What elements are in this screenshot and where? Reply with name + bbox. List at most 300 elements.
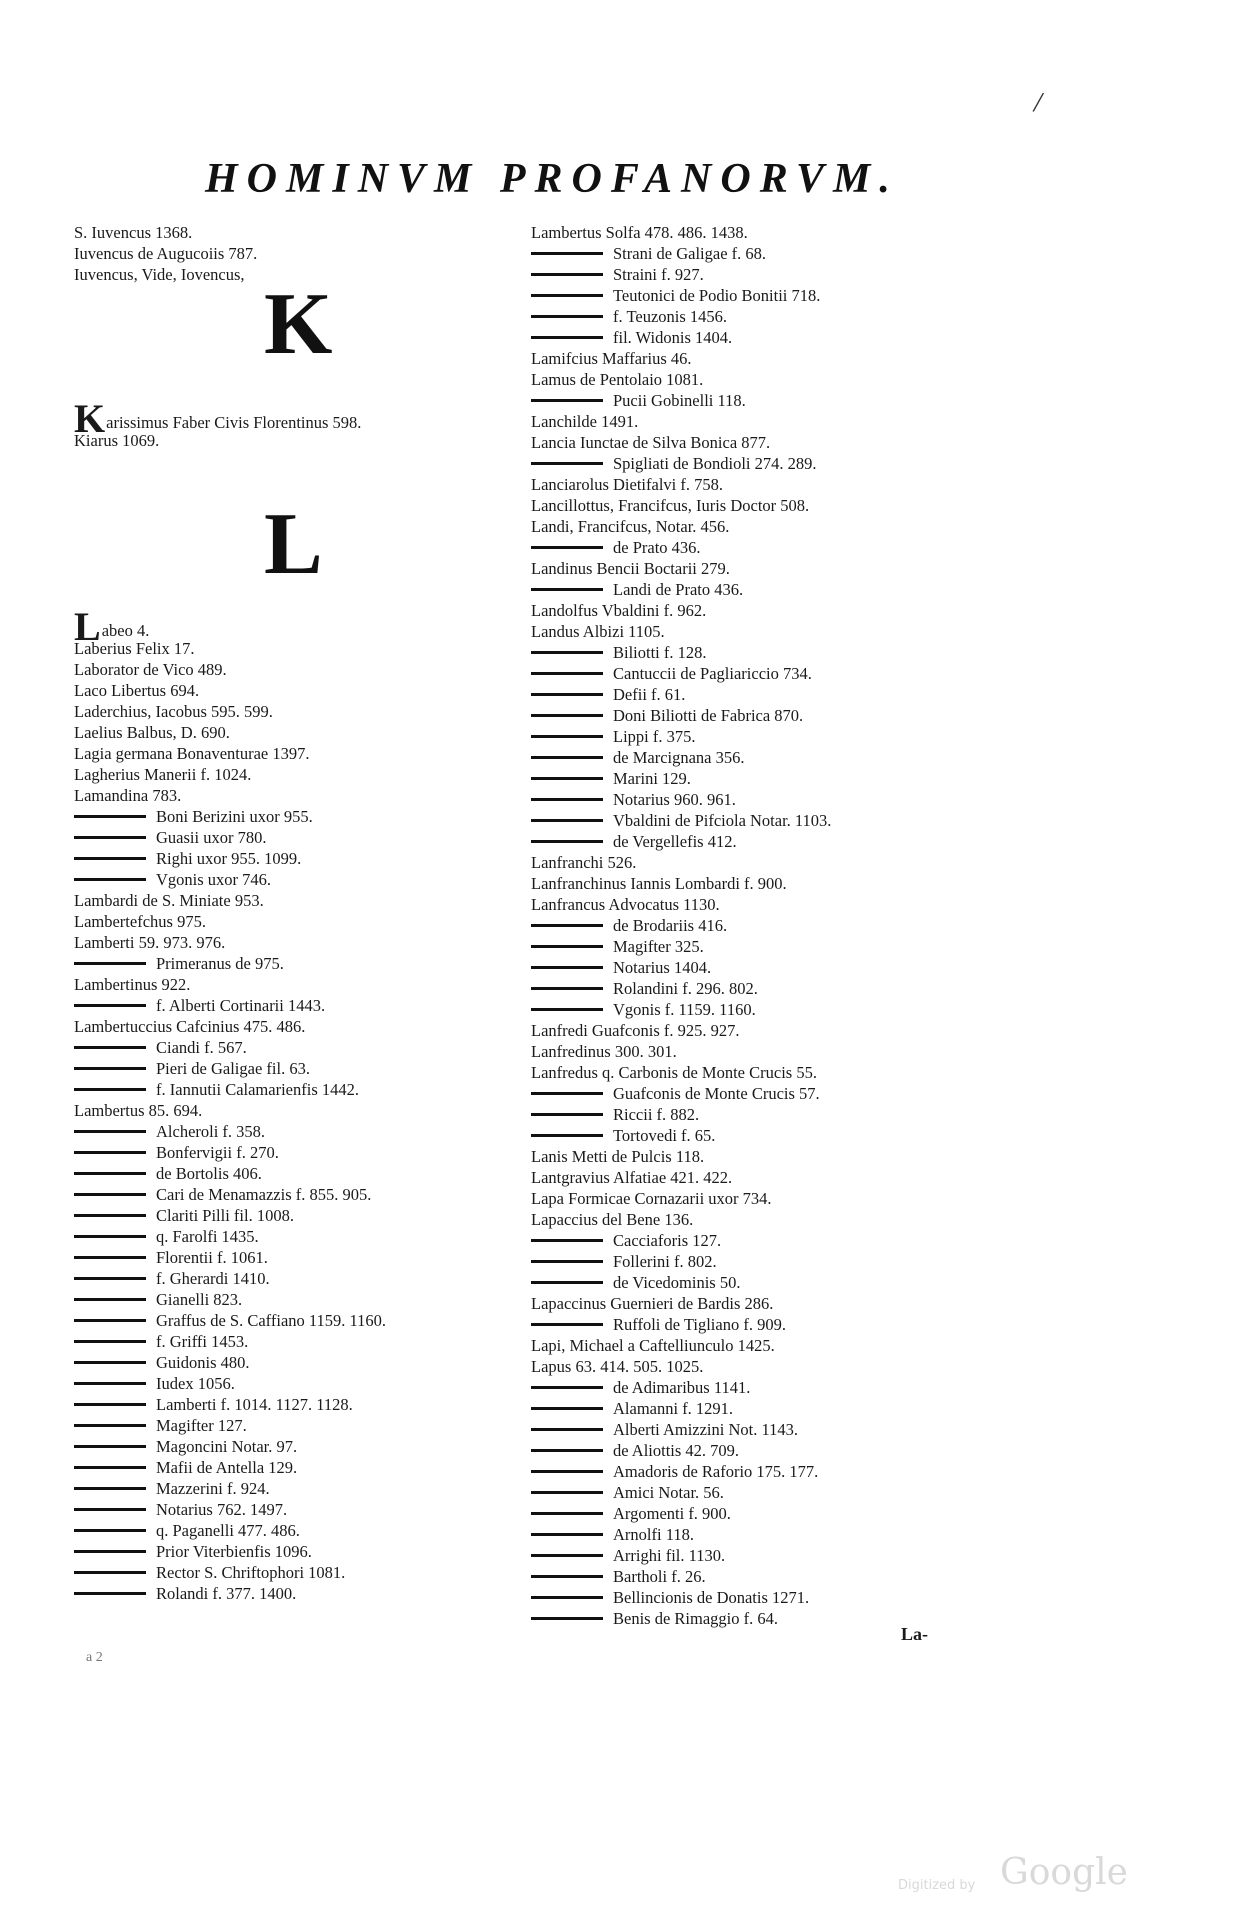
index-entry xyxy=(531,1335,1001,1356)
index-entry xyxy=(74,1163,514,1184)
index-entry xyxy=(531,327,1001,348)
ditto-rule xyxy=(74,1067,146,1070)
entry-text: Laberius Felix 17. xyxy=(74,639,195,658)
ditto-rule xyxy=(74,1382,146,1385)
index-entry xyxy=(531,1524,1001,1545)
entry-text: f. Griffi 1453. xyxy=(156,1332,249,1351)
ditto-rule xyxy=(74,1256,146,1259)
section-letter-k: K xyxy=(264,276,333,373)
index-entry xyxy=(74,659,514,680)
ditto-rule xyxy=(531,777,603,780)
ditto-rule xyxy=(74,1298,146,1301)
index-entry xyxy=(74,1289,514,1310)
index-entry xyxy=(531,978,1001,999)
ditto-rule xyxy=(74,1319,146,1322)
ditto-rule xyxy=(74,1235,146,1238)
entry-text: q. Farolfi 1435. xyxy=(156,1227,259,1246)
index-entry xyxy=(531,1587,1001,1608)
entry-text: Lanfranchi 526. xyxy=(531,853,637,872)
drop-cap: L xyxy=(74,604,101,649)
index-entry xyxy=(531,579,1001,600)
ditto-rule xyxy=(531,1428,603,1431)
index-entry xyxy=(74,1436,514,1457)
entry-text: Lantgravius Alfatiae 421. 422. xyxy=(531,1168,733,1187)
ditto-rule xyxy=(74,878,146,881)
ditto-rule xyxy=(531,273,603,276)
left-column xyxy=(74,222,514,1604)
entry-text: Alberti Amizzini Not. 1143. xyxy=(613,1420,798,1439)
index-entry xyxy=(74,1541,514,1562)
ditto-rule xyxy=(531,1113,603,1116)
entry-text: Landinus Bencii Boctarii 279. xyxy=(531,559,730,578)
entry-text: de Adimaribus 1141. xyxy=(613,1378,751,1397)
entry-text: Guafconis de Monte Crucis 57. xyxy=(613,1084,820,1103)
entry-text: Lambertuccius Cafcinius 475. 486. xyxy=(74,1017,306,1036)
ditto-rule xyxy=(531,714,603,717)
index-entry xyxy=(74,722,514,743)
ditto-rule xyxy=(74,815,146,818)
entry-text: Rolandini f. 296. 802. xyxy=(613,979,758,998)
entry-text: Gianelli 823. xyxy=(156,1290,243,1309)
catchword: La- xyxy=(901,1624,928,1644)
index-entry xyxy=(74,911,514,932)
index-entry xyxy=(531,1356,1001,1377)
ditto-rule xyxy=(74,1466,146,1469)
ditto-rule xyxy=(531,1008,603,1011)
entry-text: Lamus de Pentolaio 1081. xyxy=(531,370,704,389)
index-entry xyxy=(531,1545,1001,1566)
entry-text: Iuvencus de Augucoiis 787. xyxy=(74,244,258,263)
entry-text: Straini f. 927. xyxy=(613,265,704,284)
index-entry xyxy=(531,621,1001,642)
index-entry xyxy=(531,1377,1001,1398)
entry-text: Landus Albizi 1105. xyxy=(531,622,665,641)
entry-text: Graffus de S. Caffiano 1159. 1160. xyxy=(156,1311,387,1330)
ditto-rule xyxy=(531,588,603,591)
entry-text: f. Iannutii Calamarienfis 1442. xyxy=(156,1080,359,1099)
index-entry xyxy=(531,705,1001,726)
entry-text: Lamberti 59. 973. 976. xyxy=(74,933,226,952)
ditto-rule xyxy=(531,546,603,549)
index-entry xyxy=(531,810,1001,831)
entry-text: Notarius 762. 1497. xyxy=(156,1500,288,1519)
corner-mark: / xyxy=(1031,85,1046,120)
entry-text: Marini 129. xyxy=(613,769,691,788)
signature-mark: a 2 xyxy=(86,1650,103,1665)
entry-text: Biliotti f. 128. xyxy=(613,643,707,662)
index-entry xyxy=(531,768,1001,789)
entry-text: Laderchius, Iacobus 595. 599. xyxy=(74,702,273,721)
entry-text: Follerini f. 802. xyxy=(613,1252,717,1271)
ditto-rule xyxy=(531,966,603,969)
index-entry xyxy=(531,894,1001,915)
entry-text: de Prato 436. xyxy=(613,538,701,557)
entry-text: Lambertefchus 975. xyxy=(74,912,206,931)
index-entry xyxy=(74,1100,514,1121)
page-header: HOMINVM PROFANORVM. xyxy=(205,156,899,202)
ditto-rule xyxy=(531,840,603,843)
ditto-rule xyxy=(531,1554,603,1557)
entry-text: Lapa Formicae Cornazarii uxor 734. xyxy=(531,1189,772,1208)
index-entry xyxy=(531,1146,1001,1167)
index-entry xyxy=(74,1121,514,1142)
index-entry xyxy=(531,306,1001,327)
index-entry xyxy=(74,243,514,264)
ditto-rule xyxy=(531,1386,603,1389)
index-entry xyxy=(74,1499,514,1520)
ditto-rule xyxy=(531,1512,603,1515)
index-entry xyxy=(74,995,514,1016)
index-entry xyxy=(531,264,1001,285)
entry-text: Cacciaforis 127. xyxy=(613,1231,722,1250)
index-entry xyxy=(531,1461,1001,1482)
index-entry xyxy=(531,1167,1001,1188)
entry-text: Alamanni f. 1291. xyxy=(613,1399,734,1418)
index-entry xyxy=(531,999,1001,1020)
index-entry xyxy=(531,1293,1001,1314)
entry-text: Amici Notar. 56. xyxy=(613,1483,724,1502)
entry-text: Laelius Balbus, D. 690. xyxy=(74,723,230,742)
entry-text: de Bortolis 406. xyxy=(156,1164,262,1183)
entry-text: de Vergellefis 412. xyxy=(613,832,737,851)
ditto-rule xyxy=(531,987,603,990)
index-entry xyxy=(531,1419,1001,1440)
index-entry xyxy=(531,390,1001,411)
ditto-rule xyxy=(531,1281,603,1284)
index-entry xyxy=(74,785,514,806)
entry-text: Bonfervigii f. 270. xyxy=(156,1143,279,1162)
drop-cap: K xyxy=(74,396,106,441)
index-entry xyxy=(74,953,514,974)
ditto-rule xyxy=(74,962,146,965)
ditto-rule xyxy=(531,819,603,822)
index-entry xyxy=(74,1037,514,1058)
index-entry xyxy=(531,1083,1001,1104)
entry-text: Bellincionis de Donatis 1271. xyxy=(613,1588,810,1607)
index-entry xyxy=(74,1478,514,1499)
entry-text: Lambardi de S. Miniate 953. xyxy=(74,891,264,910)
entry-text: Lanfredi Guafconis f. 925. 927. xyxy=(531,1021,740,1040)
index-entry xyxy=(531,516,1001,537)
ditto-rule xyxy=(74,1529,146,1532)
entry-text: Doni Biliotti de Fabrica 870. xyxy=(613,706,804,725)
entry-text: Mazzerini f. 924. xyxy=(156,1479,270,1498)
ditto-rule xyxy=(74,1172,146,1175)
index-entry xyxy=(531,1314,1001,1335)
ditto-rule xyxy=(531,693,603,696)
entry-text: Guasii uxor 780. xyxy=(156,828,267,847)
entry-text: Alcheroli f. 358. xyxy=(156,1122,266,1141)
entry-text: Landi de Prato 436. xyxy=(613,580,744,599)
index-entry xyxy=(531,411,1001,432)
index-entry xyxy=(531,852,1001,873)
index-entry xyxy=(531,873,1001,894)
index-entry xyxy=(531,642,1001,663)
entry-text: Pucii Gobinelli 118. xyxy=(613,391,746,410)
index-entry xyxy=(531,1188,1001,1209)
k-entries xyxy=(74,396,514,451)
ditto-rule xyxy=(531,1134,603,1137)
entry-text: Lambertus 85. 694. xyxy=(74,1101,203,1120)
entry-text: de Marcignana 356. xyxy=(613,748,745,767)
ditto-rule xyxy=(74,1424,146,1427)
right-column xyxy=(531,222,1001,1629)
entry-text: de Brodariis 416. xyxy=(613,916,728,935)
ditto-rule xyxy=(531,1575,603,1578)
entry-text: Lambertus Solfa 478. 486. 1438. xyxy=(531,223,748,242)
ditto-rule xyxy=(531,294,603,297)
index-entry xyxy=(74,1142,514,1163)
entry-text: Vgonis uxor 746. xyxy=(156,870,272,889)
entry-text: Benis de Rimaggio f. 64. xyxy=(613,1609,778,1628)
index-entry xyxy=(74,1331,514,1352)
entry-text: abeo 4. xyxy=(101,621,150,640)
right-entries xyxy=(531,222,1001,1629)
ditto-rule xyxy=(74,1088,146,1091)
entry-text: Tortovedi f. 65. xyxy=(613,1126,716,1145)
index-entry xyxy=(74,890,514,911)
index-entry xyxy=(74,869,514,890)
ditto-rule xyxy=(74,1340,146,1343)
index-entry xyxy=(74,1268,514,1289)
entry-text: Lanciarolus Dietifalvi f. 758. xyxy=(531,475,723,494)
ditto-rule xyxy=(74,857,146,860)
index-entry xyxy=(74,1310,514,1331)
ditto-rule xyxy=(531,1533,603,1536)
entry-text: Amadoris de Raforio 175. 177. xyxy=(613,1462,819,1481)
index-entry xyxy=(531,684,1001,705)
watermark-digitized: Digitized by xyxy=(898,1878,976,1893)
index-entry xyxy=(74,827,514,848)
ditto-rule xyxy=(531,756,603,759)
entry-text: Lancillottus, Francifcus, Iuris Doctor 508. xyxy=(531,496,810,515)
entry-text: Rolandi f. 377. 1400. xyxy=(156,1584,297,1603)
ditto-rule xyxy=(531,672,603,675)
index-entry xyxy=(531,369,1001,390)
index-entry xyxy=(531,1062,1001,1083)
entry-text: Lamandina 783. xyxy=(74,786,182,805)
entry-text: f. Gherardi 1410. xyxy=(156,1269,270,1288)
entry-text: Arrighi fil. 1130. xyxy=(613,1546,726,1565)
index-entry xyxy=(531,831,1001,852)
index-entry xyxy=(74,430,514,451)
entry-text: Primeranus de 975. xyxy=(156,954,284,973)
entry-text: Lanfrancus Advocatus 1130. xyxy=(531,895,720,914)
index-entry xyxy=(531,1272,1001,1293)
index-entry xyxy=(531,1209,1001,1230)
entry-text: Lanfranchinus Iannis Lombardi f. 900. xyxy=(531,874,787,893)
entry-text: Kiarus 1069. xyxy=(74,431,160,450)
entry-text: Rector S. Chriftophori 1081. xyxy=(156,1563,346,1582)
ditto-rule xyxy=(531,1407,603,1410)
ditto-rule xyxy=(74,1193,146,1196)
entry-text: Lapaccinus Guernieri de Bardis 286. xyxy=(531,1294,774,1313)
index-entry xyxy=(74,1394,514,1415)
entry-text: Pieri de Galigae fil. 63. xyxy=(156,1059,310,1078)
ditto-rule xyxy=(74,1046,146,1049)
index-entry xyxy=(74,1184,514,1205)
index-entry xyxy=(74,743,514,764)
ditto-rule xyxy=(531,336,603,339)
index-entry xyxy=(74,764,514,785)
index-entry xyxy=(74,1079,514,1100)
index-entry xyxy=(531,1440,1001,1461)
ditto-rule xyxy=(531,1449,603,1452)
index-entry xyxy=(531,474,1001,495)
entry-text: de Vicedominis 50. xyxy=(613,1273,741,1292)
l-entries xyxy=(74,604,514,1604)
ditto-rule xyxy=(531,1617,603,1620)
index-entry xyxy=(531,1020,1001,1041)
index-entry xyxy=(531,432,1001,453)
ditto-rule xyxy=(74,1214,146,1217)
entry-text: Iudex 1056. xyxy=(156,1374,235,1393)
entry-text: Iuvencus, Vide, Iovencus, xyxy=(74,265,245,284)
entry-text: Notarius 960. 961. xyxy=(613,790,736,809)
entry-text: Bartholi f. 26. xyxy=(613,1567,706,1586)
entry-text: Clariti Pilli fil. 1008. xyxy=(156,1206,294,1225)
index-entry xyxy=(531,348,1001,369)
index-entry xyxy=(74,701,514,722)
index-entry xyxy=(531,726,1001,747)
index-entry xyxy=(531,1041,1001,1062)
entry-text: Mafii de Antella 129. xyxy=(156,1458,298,1477)
section-letter-l: L xyxy=(264,496,323,593)
index-entry xyxy=(531,1251,1001,1272)
index-entry xyxy=(531,1230,1001,1251)
ditto-rule xyxy=(531,1260,603,1263)
entry-text: Ciandi f. 567. xyxy=(156,1038,247,1057)
index-entry xyxy=(74,1583,514,1604)
index-entry xyxy=(74,1373,514,1394)
entry-text: q. Paganelli 477. 486. xyxy=(156,1521,300,1540)
entry-text: Lagherius Manerii f. 1024. xyxy=(74,765,252,784)
entry-text: Lamberti f. 1014. 1127. 1128. xyxy=(156,1395,353,1414)
entry-text: Ruffoli de Tigliano f. 909. xyxy=(613,1315,786,1334)
ditto-rule xyxy=(74,1571,146,1574)
index-entry xyxy=(74,1520,514,1541)
index-entry xyxy=(531,1482,1001,1503)
entry-text: Lancia Iunctae de Silva Bonica 877. xyxy=(531,433,771,452)
ditto-rule xyxy=(74,1508,146,1511)
ditto-rule xyxy=(531,399,603,402)
ditto-rule xyxy=(531,651,603,654)
index-entry xyxy=(531,1398,1001,1419)
index-entry xyxy=(531,789,1001,810)
entry-text: Boni Berizini uxor 955. xyxy=(156,807,313,826)
entry-text: Lapaccius del Bene 136. xyxy=(531,1210,694,1229)
index-entry xyxy=(74,1016,514,1037)
index-entry xyxy=(531,495,1001,516)
index-entry xyxy=(74,806,514,827)
ditto-rule xyxy=(74,836,146,839)
entry-text: Cari de Menamazzis f. 855. 905. xyxy=(156,1185,372,1204)
ditto-rule xyxy=(74,1403,146,1406)
index-entry xyxy=(74,1415,514,1436)
index-entry xyxy=(531,243,1001,264)
ditto-rule xyxy=(531,945,603,948)
entry-text: Guidonis 480. xyxy=(156,1353,250,1372)
ditto-rule xyxy=(531,1323,603,1326)
entry-text: Magoncini Notar. 97. xyxy=(156,1437,298,1456)
entry-text: Strani de Galigae f. 68. xyxy=(613,244,767,263)
index-entry xyxy=(74,1352,514,1373)
index-entry xyxy=(74,1247,514,1268)
index-entry xyxy=(74,222,514,243)
entry-text: Righi uxor 955. 1099. xyxy=(156,849,302,868)
ditto-rule xyxy=(74,1550,146,1553)
ditto-rule xyxy=(531,924,603,927)
entry-text: Arnolfi 118. xyxy=(613,1525,694,1544)
index-entry xyxy=(74,1226,514,1247)
ditto-rule xyxy=(531,1596,603,1599)
entry-text: Lapi, Michael a Caftelliunculo 1425. xyxy=(531,1336,775,1355)
entry-text: Lapus 63. 414. 505. 1025. xyxy=(531,1357,704,1376)
entry-text: arissimus Faber Civis Florentinus 598. xyxy=(106,413,362,432)
entry-text: Spigliati de Bondioli 274. 289. xyxy=(613,454,817,473)
entry-text: Laco Libertus 694. xyxy=(74,681,200,700)
entry-text: Notarius 1404. xyxy=(613,958,712,977)
ditto-rule xyxy=(531,1092,603,1095)
entry-text: S. Iuvencus 1368. xyxy=(74,223,193,242)
entry-text: Prior Viterbienfis 1096. xyxy=(156,1542,312,1561)
entry-text: Lamifcius Maffarius 46. xyxy=(531,349,692,368)
entry-text: Laborator de Vico 489. xyxy=(74,660,227,679)
ditto-rule xyxy=(531,1239,603,1242)
entry-text: Florentii f. 1061. xyxy=(156,1248,268,1267)
index-entry xyxy=(74,1058,514,1079)
index-entry xyxy=(74,638,514,659)
entry-text: de Aliottis 42. 709. xyxy=(613,1441,740,1460)
entry-text: Lanchilde 1491. xyxy=(531,412,639,431)
index-entry xyxy=(531,747,1001,768)
entry-text: Cantuccii de Pagliariccio 734. xyxy=(613,664,812,683)
ditto-rule xyxy=(74,1592,146,1595)
index-entry xyxy=(74,1457,514,1478)
index-entry xyxy=(74,932,514,953)
index-entry xyxy=(531,1566,1001,1587)
index-entry xyxy=(531,663,1001,684)
index-entry xyxy=(531,558,1001,579)
entry-text: Lippi f. 375. xyxy=(613,727,696,746)
entry-text: Lambertinus 922. xyxy=(74,975,191,994)
ditto-rule xyxy=(74,1277,146,1280)
entry-text: Argomenti f. 900. xyxy=(613,1504,731,1523)
index-entry xyxy=(531,936,1001,957)
entry-text: f. Teuzonis 1456. xyxy=(613,307,728,326)
index-entry xyxy=(531,1608,1001,1629)
entry-text: fil. Widonis 1404. xyxy=(613,328,733,347)
entry-text: Lanis Metti de Pulcis 118. xyxy=(531,1147,705,1166)
ditto-rule xyxy=(74,1151,146,1154)
entry-text: Lagia germana Bonaventurae 1397. xyxy=(74,744,310,763)
ditto-rule xyxy=(74,1487,146,1490)
watermark-google: Google xyxy=(1000,1852,1128,1893)
index-entry xyxy=(74,1562,514,1583)
entry-text: Magifter 127. xyxy=(156,1416,247,1435)
ditto-rule xyxy=(531,315,603,318)
ditto-rule xyxy=(531,1491,603,1494)
index-entry xyxy=(74,974,514,995)
ditto-rule xyxy=(74,1004,146,1007)
entry-text: Lanfredinus 300. 301. xyxy=(531,1042,677,1061)
ditto-rule xyxy=(74,1361,146,1364)
ditto-rule xyxy=(531,798,603,801)
entry-text: Landi, Francifcus, Notar. 456. xyxy=(531,517,730,536)
index-entry xyxy=(531,1503,1001,1524)
ditto-rule xyxy=(74,1130,146,1133)
entry-text: Landolfus Vbaldini f. 962. xyxy=(531,601,707,620)
